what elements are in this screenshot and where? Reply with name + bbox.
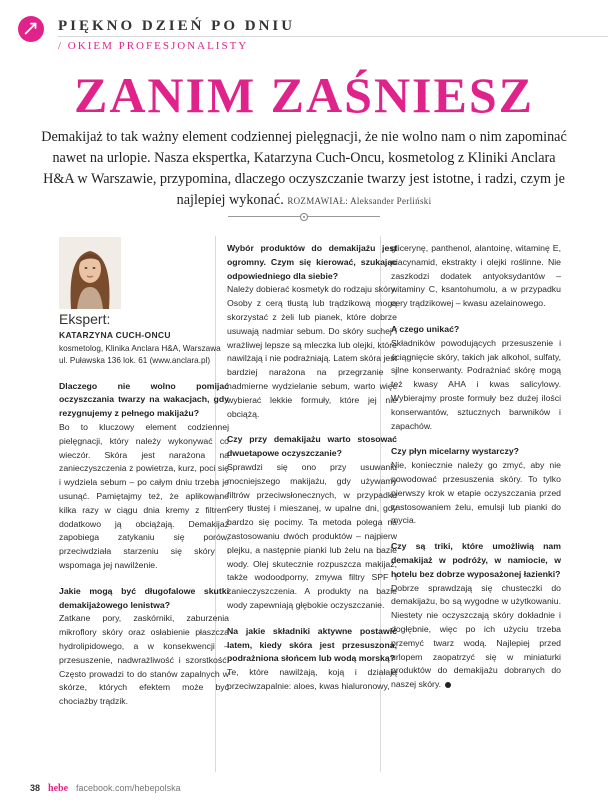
expert-photo [59, 237, 121, 309]
article-lead [40, 127, 568, 212]
lead-text: Demakijaż to tak ważny element codziennej pielęgnacji, że nie wolno nam o nim zapominać nawet na urlopie. Nasza ekspertka, Katarzyna Cuch-Oncu, kosmetolog z Kliniki Anclara H&A w Warszawie, przypomina, dlaczego oczyszczanie twarzy jest istotne, i radzi, czym je najlepiej wykonać. [41, 129, 567, 208]
header-divider [58, 36, 608, 37]
column-1 [59, 237, 229, 709]
answer: Należy dobierać kosmetyk do rodzaju skóry. Osoby z cerą tłustą lub trądzikową mogą skorzystać z żeli lub pianek, które dobrze usuwają nadmiar sebum. Do skóry suchej i wrażliwej lepsze są mleczka lub olejki, które nawilżają i nie podrażniają. Latem skóra jest bardziej narażona na przegrzanie i nadmierne wydzielanie sebum, warto więc wybierać lekkie formuły, które jej nie obciążą. [227, 284, 397, 419]
question: Wybór produktów do demakijażu jest ogromny. Czym się kierować, szukając odpowiedniego dla siebie? [227, 243, 397, 281]
answer: Sprawdzi się ono przy usuwaniu mocniejszego makijażu, gdy używamy filtrów przeciwsłonecznych, w przypadku cery tłustej i mieszanej, w upalne dni, gdy bardzo się pocimy. Ta metoda polega na zastosowaniu dwóch produktów – najpierw olejku, a następnie pianki lub żelu na bazie wody. Olej skutecznie rozpuszcza makijaż, także wodoodporny, zmywa filtry SPF i zanieczyszczenia. A produkty na bazie wody zapewniają głębokie oczyszczanie. [227, 461, 397, 610]
question: Czy płyn micelarny wystarczy? [391, 446, 519, 457]
section-subtitle: / OKIEM PROFESJONALISTY [58, 40, 249, 52]
answer: Zatkane pory, zaskórniki, zaburzenia mikroflory skóry oraz osłabienie płaszcza hydrolipidowego, a w konsekwencji – przesuszenie, nadwrażliwość i szorstkość. Często prowadzi to do stanów zapalnych w skórze, których efektem może być chociażby trądzik. [59, 613, 229, 707]
answer: Składników powodujących przesuszenie i ściągnięcie skóry, takich jak alkohol, sulfaty, silne konserwanty. Podrażniać skórę mogą też kwasy AHA i kwas salicylowy. Wybierajmy proste formuły bez dużej ilości konserwantów, sztucznych barwników i zapachów. [391, 337, 561, 431]
expert-name: KATARZYNA CUCH-ONCU [59, 329, 171, 340]
expert-label: Ekspert: [59, 311, 111, 327]
question: Dlaczego nie wolno pomijać oczyszczania twarzy na wakacjach, gdy rezygnujemy z pełnego makijażu? [59, 380, 229, 419]
brand-logo-icon [18, 16, 44, 42]
ornament-divider [228, 212, 380, 222]
answer: Bo to kluczowy element codziennej pielęgnacji, który należy wykonywać co wieczór. Skóra jest narażona na zanieczyszczenia z powietrza, kurz, poci się i wydziela sebum – po całym dniu trzeba je usunąć. Pamiętajmy też, że aplikowane kilka razy w ciągu dnia kremy z filtrem dodatkowo ją obciążają. Demakijaż zapobiega zatykaniu się porów, przeciwdziała starzeniu się skóry i wspomaga jej nawilżenie. [59, 421, 229, 570]
end-mark-icon [445, 682, 451, 688]
question: Jakie mogą być długofalowe skutki demakijażowego lenistwa? [59, 585, 229, 610]
answer [391, 582, 561, 692]
question: Czy przy demakijażu warto stosować dwuetapowe oczyszczanie? [227, 434, 397, 459]
answer: glicerynę, panthenol, alantoinę, witaminę E, niacynamid, ekstrakty i olejki roślinne. Nie zaszkodzi dodatek antyoksydantów – witaminy C, ksantohumolu, a w przypadku cery trądzikowej – kwasu azelainowego. [391, 243, 561, 309]
answer-text: Dobrze sprawdzają się chusteczki do demakijażu, bo są wygodne w użytkowaniu. Niestety nie oczyszczają skóry dokładnie i dogłębnie, więc po ich użyciu trzeba przemyć twarz wodą. Najlepiej przed urlopem zaopatrzyć się w miniaturki produktów do demakijażu dobranych do naszej skóry. [391, 582, 561, 690]
footer-brand: hebe [48, 783, 69, 794]
section-title: PIĘKNO DZIEŃ PO DNIU [58, 18, 296, 34]
author-credit: ROZMAWIAŁ: Aleksander Perliński [287, 196, 432, 206]
column-2 [227, 242, 397, 694]
question: Na jakie składniki aktywne postawić latem, kiedy skóra jest przesuszona, podrażniona słońcem lub wodą morską? [227, 625, 397, 664]
expert-info: kosmetolog, Klinika Anclara H&A, Warszawa ul. Puławska 136 lok. 61 (www.anclara.pl) [59, 343, 221, 366]
question: A czego unikać? [391, 323, 460, 334]
answer: Te, które nawilżają, koją i działają przeciwzapalnie: aloes, kwas hialuronowy, [227, 667, 397, 691]
question: Czy są triki, które umożliwią nam demakijaż w podróży, w namiocie, w hotelu bez dobrze wyposażonej łazienki? [391, 541, 561, 579]
article-title: ZANIM ZAŚNIESZ [73, 67, 535, 123]
answer: Nie, koniecznie należy go zmyć, aby nie powodować przesuszenia skóry. To tylko pierwszy krok w etapie oczyszczania przed zastosowaniem żelu, emulsji lub pianki do mycia. [391, 460, 561, 526]
page-number: 38 [30, 783, 41, 793]
column-3 [391, 242, 561, 692]
footer-link[interactable]: facebook.com/hebepolska [76, 783, 181, 793]
page-footer [30, 783, 181, 794]
